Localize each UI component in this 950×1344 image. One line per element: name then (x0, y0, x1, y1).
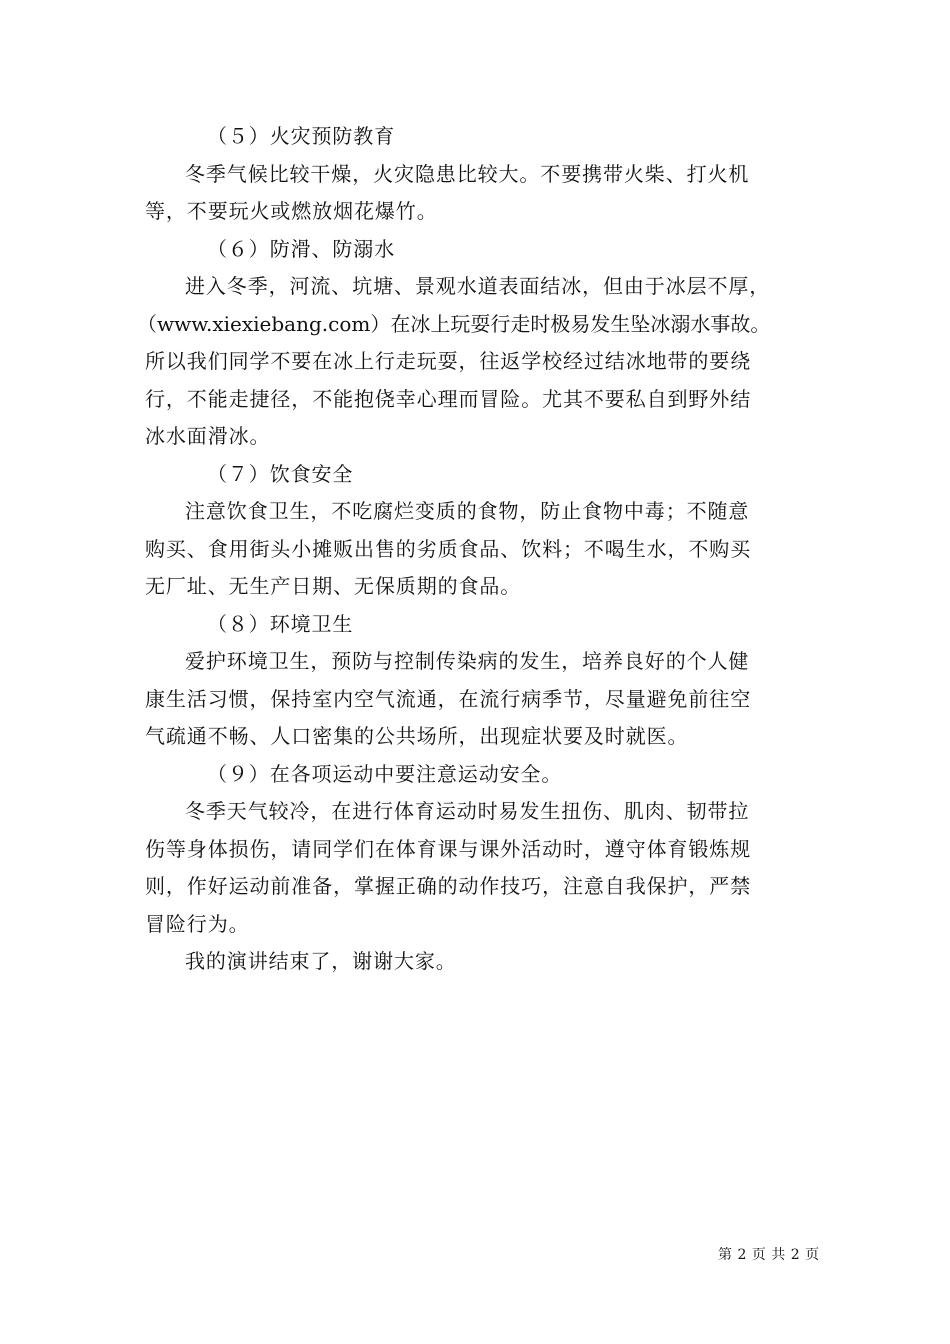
section-paragraph-8 (145, 643, 810, 756)
section-heading-9: （９）在各项运动中要注意运动安全。 (207, 761, 563, 786)
paragraph-line: 行，不能走捷径，不能抱侥幸心理而冒险。尤其不要私自到野外结 (145, 386, 752, 411)
paragraph-line: 冬季天气较冷，在进行体育运动时易发生扭伤、肌肉、韧带拉 (185, 799, 750, 823)
section-heading-8: （８）环境卫生 (207, 611, 354, 636)
section-paragraph-6 (137, 268, 810, 456)
paragraph-line: 无厂址、无生产日期、无保质期的食品。 (145, 574, 522, 598)
closing-remark (145, 943, 810, 981)
document-body (137, 118, 810, 981)
section-paragraph-5 (145, 156, 810, 231)
paragraph-line: 购买、食用街头小摊贩出售的劣质食品、饮料；不喝生水，不购买 (145, 536, 752, 561)
section-paragraph-7 (145, 493, 810, 606)
paragraph-line: 气疏通不畅、人口密集的公共场所，出现症状要及时就医。 (145, 724, 689, 748)
paragraph-line: 进入冬季，河流、坑塘、景观水道表面结冰，但由于冰层不厚， (185, 274, 771, 298)
paragraph-line: （www.xiexiebang.com）在冰上玩耍行走时极易发生坠冰溺水事故。 (137, 311, 771, 336)
paragraph-line: 则，作好运动前准备，掌握正确的动作技巧，注意自我保护，严禁 (145, 874, 752, 898)
paragraph-line: 注意饮食卫生，不吃腐烂变质的食物，防止食物中毒；不随意 (185, 499, 750, 523)
section-heading-5: （５）火灾预防教育 (207, 124, 396, 148)
paragraph-line: 冒险行为。 (145, 911, 250, 936)
paragraph-line: 爱护环境卫生，预防与控制传染病的发生，培养良好的个人健 (185, 649, 750, 673)
paragraph-line: 伤等身体损伤，请同学们在体育课与课外活动时，遵守体育锻炼规 (145, 836, 752, 861)
paragraph-line: 康生活习惯，保持室内空气流通，在流行病季节，尽量避免前往空 (145, 686, 752, 711)
page-number-footer: 第 2 页 共 2 页 (718, 1247, 820, 1263)
paragraph-line: 我的演讲结束了，谢谢大家。 (185, 949, 457, 973)
paragraph-line: 冰水面滑冰。 (145, 424, 271, 448)
paragraph-line: 等，不要玩火或燃放烟花爆竹。 (145, 199, 438, 223)
paragraph-line: 冬季气候比较干燥，火灾隐患比较大。不要携带火柴、打火机 (185, 161, 750, 186)
section-paragraph-9 (145, 793, 810, 943)
section-heading-6: （６）防滑、防溺水 (207, 236, 396, 261)
paragraph-line: 所以我们同学不要在冰上行走玩耍，往返学校经过结冰地带的要绕 (145, 349, 752, 373)
section-heading-7: （７）饮食安全 (207, 461, 354, 486)
